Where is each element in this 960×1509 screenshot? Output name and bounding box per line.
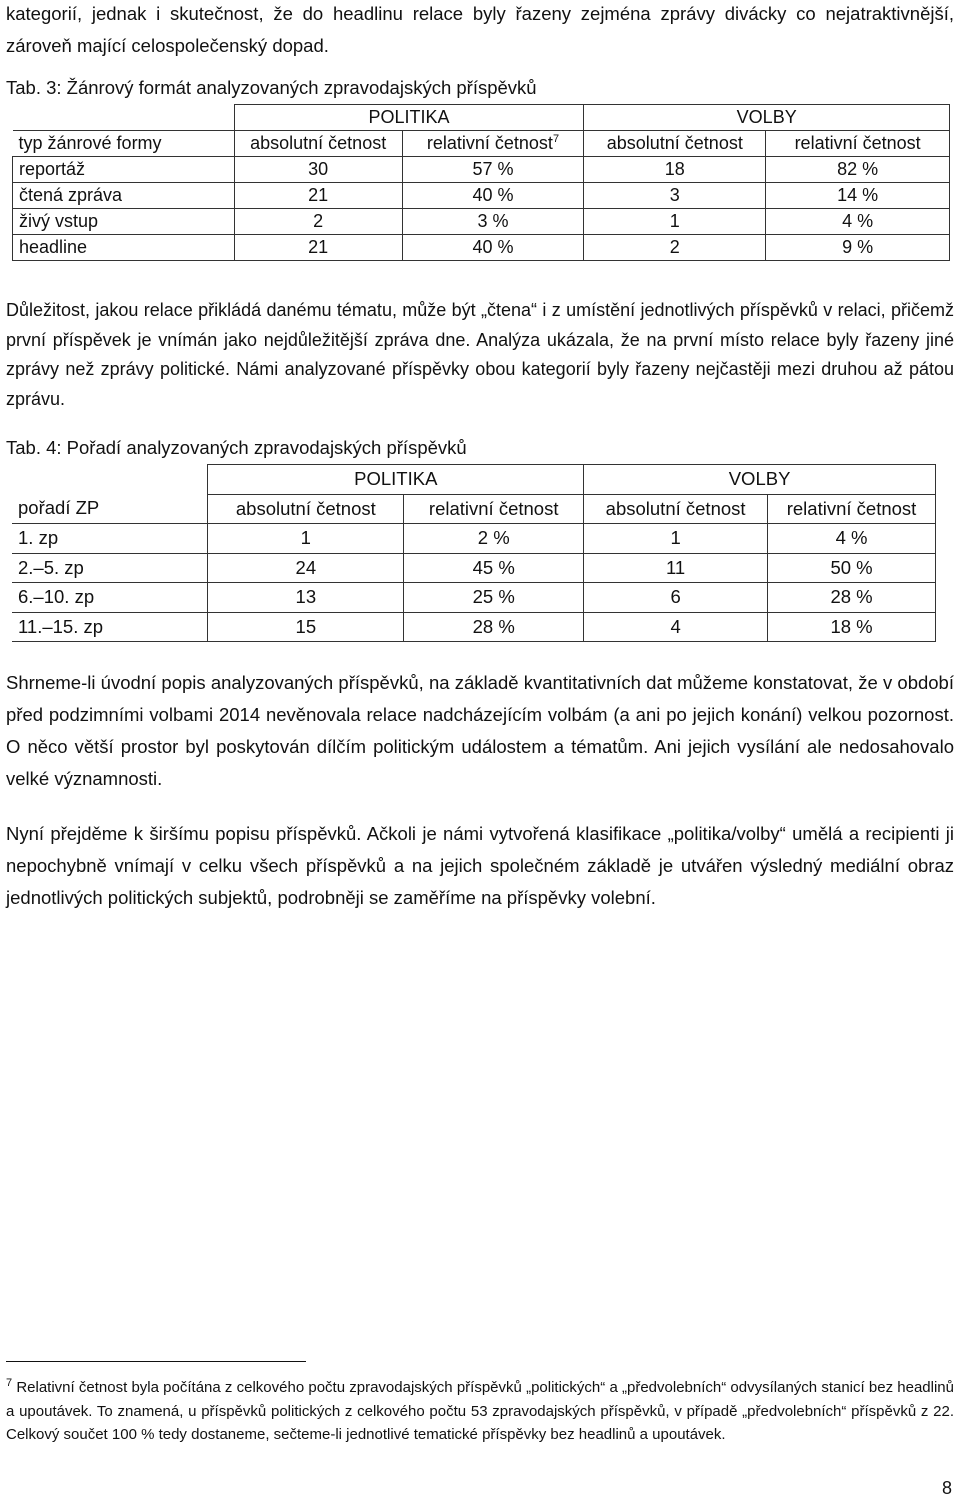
table-row: 2.–5. zp 24 45 % 11 50 % bbox=[12, 553, 936, 583]
table-column-header-row bbox=[12, 494, 936, 524]
table-order bbox=[12, 464, 936, 642]
col-rel-volby: relativní četnost bbox=[768, 494, 936, 524]
table-group-header-row bbox=[12, 465, 936, 495]
table-row: 6.–10. zp 13 25 % 6 28 % bbox=[12, 583, 936, 613]
empty-corner bbox=[12, 465, 208, 495]
table-row: živý vstup 2 3 % 1 4 % bbox=[13, 209, 950, 235]
col-abs-politika: absolutní četnost bbox=[208, 494, 404, 524]
table4-caption: Tab. 4: Pořadí analyzovaných zpravodajských příspěvků bbox=[6, 437, 467, 458]
footnote-mark: 7 bbox=[6, 1377, 13, 1389]
row-header: typ žánrové formy bbox=[13, 131, 235, 157]
col-rel-politika: relativní četnost bbox=[404, 494, 584, 524]
footnote-text: Relativní četnost byla počítána z celkového počtu zpravodajských příspěvků „politických“ a „předvolebních“ odvysílaných stanicí bez headlinů a upoutávek. To znamená, u příspěvků politických z celkového počtu 53 zpravodajských příspěvků, v případě „předvolebních“ příspěvků z 22. Celkový součet 100 % tedy dostaneme, sečteme-li jednotlivé tematické příspěvky bez headlinů a upoutávek. bbox=[6, 1379, 954, 1443]
transition-paragraph: Nyní přejděme k širšímu popisu příspěvků. Ačkoli je námi vytvořená klasifikace „politika/volby“ umělá a recipienti ji nepochybně vnímají v celku všech příspěvků a na jejich společném základě je utvářen výsledný mediální obraz jednotlivých politických subjektů, podrobněji se zaměříme na příspěvky volební. bbox=[6, 823, 954, 908]
col-rel-politika: relativní četnost$^7$ bbox=[402, 131, 584, 157]
group-volby: VOLBY bbox=[584, 105, 950, 131]
table-genre-format bbox=[12, 104, 950, 261]
col-abs-volby: absolutní četnost bbox=[584, 494, 768, 524]
col-abs-politika: absolutní četnost bbox=[234, 131, 402, 157]
col-abs-volby: absolutní četnost bbox=[584, 131, 766, 157]
table-row: 11.–15. zp 15 28 % 4 18 % bbox=[12, 612, 936, 642]
group-politika: POLITIKA bbox=[234, 105, 584, 131]
empty-corner bbox=[13, 105, 235, 131]
footnote-ref: 7 bbox=[552, 133, 560, 145]
table3-caption: Tab. 3: Žánrový formát analyzovaných zpravodajských příspěvků bbox=[6, 77, 537, 98]
table-row: čtená zpráva 21 40 % 3 14 % bbox=[13, 183, 950, 209]
table-group-header-row bbox=[13, 105, 950, 131]
row-header: pořadí ZP bbox=[18, 497, 100, 519]
importance-paragraph: Důležitost, jakou relace přikládá danému tématu, může být „čtena“ i z umístění jednotlivých příspěvků v relaci, přičemž první příspěvek je vnímán jako nejdůležitější zpráva dne. Analýza ukázala, že na první místo relace byly řazeny jiné zprávy než zprávy politické. Námi analyzované příspěvky obou kategorií byly řazeny nejčastěji mezi druhou až pátou zprávu. bbox=[6, 300, 954, 409]
table-row: 1. zp 1 2 % 1 4 % bbox=[12, 524, 936, 554]
col-rel-volby: relativní četnost bbox=[766, 131, 950, 157]
intro-paragraph: kategorií, jednak i skutečnost, že do headlinu relace byly řazeny zejména zprávy divácky co nejatraktivnější, zároveň mající celospolečenský dopad. bbox=[6, 3, 954, 56]
group-volby: VOLBY bbox=[584, 465, 936, 495]
table-row: headline 21 40 % 2 9 % bbox=[13, 235, 950, 261]
table-column-header-row bbox=[13, 131, 950, 157]
group-politika: POLITIKA bbox=[208, 465, 584, 495]
footnote-7 bbox=[6, 1376, 954, 1447]
footnote-rule bbox=[6, 1361, 306, 1362]
table-row: reportáž 30 57 % 18 82 % bbox=[13, 157, 950, 183]
summary-paragraph: Shrneme-li úvodní popis analyzovaných příspěvků, na základě kvantitativních dat můžeme konstatovat, že v období před podzimními volbami 2014 nevěnovala relace nadcházejícím volbám (a ani po jejich konání) velkou pozornost. O něco větší prostor byl poskytován dílčím politickým událostem a tématům. Ani jejich vysílání ale nedosahovalo velké významnosti. bbox=[6, 672, 954, 789]
page-number: 8 bbox=[941, 1478, 952, 1498]
